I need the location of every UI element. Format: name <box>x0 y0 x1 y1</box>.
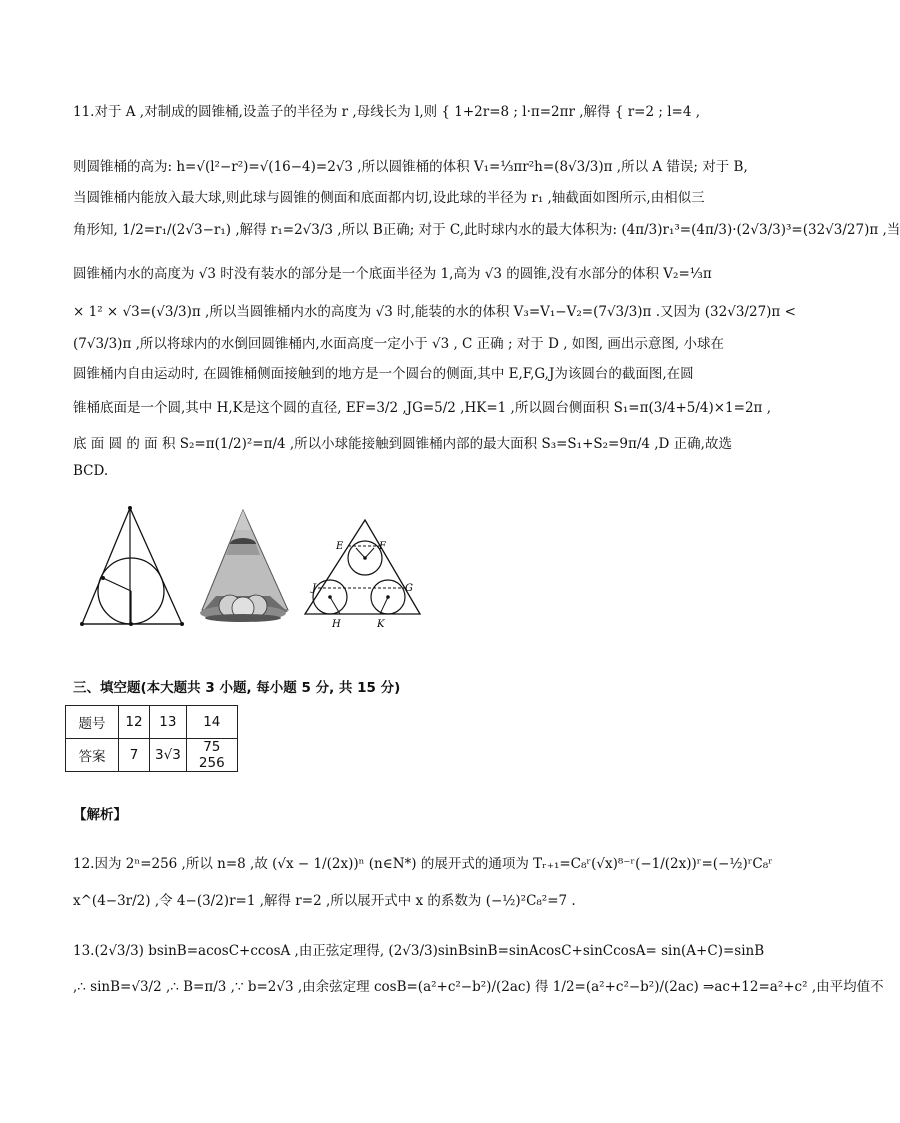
q11-line-1: 11.对于 A ,对制成的圆锥桶,设盖子的半径为 r ,母线长为 l,则 { 1+2r=8 ; l·π=2πr ,解得 { r=2 ; l=4 , <box>73 104 701 120</box>
q11-figures <box>70 500 430 635</box>
label-h: H <box>332 619 341 630</box>
label-e: E <box>336 541 344 552</box>
three-circles-figure <box>305 520 420 630</box>
q11-line-2: 则圆锥桶的高为: h=√(l²−r²)=√(16−4)=2√3 ,所以圆锥桶的体积 V₁=⅓πr²h=(8√3/3)π ,所以 A 错误; 对于 B, <box>73 159 748 175</box>
q12-line-1: 12.因为 2ⁿ=256 ,所以 n=8 ,故 (√x − 1/(2x))ⁿ (n∈N*) 的展开式的通项为 Tᵣ₊₁=C₈ʳ(√x)⁸⁻ʳ(−1/(2x))ʳ=(−½)ʳC₈ʳ <box>73 856 773 872</box>
cone-with-balls-figure <box>200 510 288 622</box>
table-cell: 12 <box>119 706 150 739</box>
label-g: G <box>405 583 413 594</box>
table-cell-label: 答案 <box>66 739 119 772</box>
q11-line-7: (7√3/3)π ,所以将球内的水倒回圆锥桶内,水面高度一定小于 √3 , C 正确 ; 对于 D , 如图, 画出示意图, 小球在 <box>73 336 724 352</box>
q11-line-9: 锥桶底面是一个圆,其中 H,K是这个圆的直径, EF=3/2 ,JG=5/2 ,HK=1 ,所以圆台侧面积 S₁=π(3/4+5/4)×1=2π , <box>73 400 772 416</box>
triangle-incircle-figure <box>80 506 184 626</box>
table-row <box>66 706 238 739</box>
section-title: 三、填空题(本大题共 3 小题, 每小题 5 分, 共 15 分) <box>73 680 401 696</box>
q13-line-1: 13.(2√3/3) bsinB=acosC+ccosA ,由正弦定理得, (2√3/3)sinBsinB=sinAcosC+sinCcosA= sin(A+C)=sinB <box>73 943 765 959</box>
q11-line-8: 圆锥桶内自由运动时, 在圆锥桶侧面接触到的地方是一个圆台的侧面,其中 E,F,G,J为该圆台的截面图,在圆 <box>73 366 694 382</box>
table-row <box>66 739 238 772</box>
label-k: K <box>377 619 385 630</box>
table-cell: 3√3 <box>150 739 187 772</box>
q13-line-2: ,∴ sinB=√3/2 ,∴ B=π/3 ,∵ b=2√3 ,由余弦定理 cosB=(a²+c²−b²)/(2ac) 得 1/2=(a²+c²−b²)/(2ac) ⇒ac+12=a²+c² ,由平均值不 <box>73 979 884 995</box>
table-cell-label: 题号 <box>66 706 119 739</box>
table-cell: 14 <box>186 706 237 739</box>
label-f: F <box>379 541 386 552</box>
q11-line-4: 角形知, 1/2=r₁/(2√3−r₁) ,解得 r₁=2√3/3 ,所以 B正确; 对于 C,此时球内水的最大体积为: (4π/3)r₁³=(4π/3)·(2√3/3)³=(32√3/27)π ,当 <box>73 222 900 238</box>
analysis-label: 【解析】 <box>73 807 127 823</box>
answer-table <box>65 705 238 772</box>
q11-line-5: 圆锥桶内水的高度为 √3 时没有装水的部分是一个底面半径为 1,高为 √3 的圆锥,没有水部分的体积 V₂=⅓π <box>73 266 712 282</box>
q11-line-6: × 1² × √3=(√3/3)π ,所以当圆锥桶内水的高度为 √3 时,能装的水的体积 V₃=V₁−V₂=(7√3/3)π .又因为 (32√3/27)π < <box>73 304 796 320</box>
table-cell: 13 <box>150 706 187 739</box>
q12-line-2: x^(4−3r/2) ,令 4−(3/2)r=1 ,解得 r=2 ,所以展开式中 x 的系数为 (−½)²C₈²=7 . <box>73 893 576 909</box>
q11-line-3: 当圆锥桶内能放入最大球,则此球与圆锥的侧面和底面都内切,设此球的半径为 r₁ ,轴截面如图所示,由相似三 <box>73 190 705 206</box>
label-j: J <box>312 583 317 594</box>
q11-line-11: BCD. <box>73 463 109 479</box>
table-cell: 75 256 <box>186 739 237 772</box>
q11-line-10: 底 面 圆 的 面 积 S₂=π(1/2)²=π/4 ,所以小球能接触到圆锥桶内部的最大面积 S₃=S₁+S₂=9π/4 ,D 正确,故选 <box>73 436 732 452</box>
table-cell: 7 <box>119 739 150 772</box>
